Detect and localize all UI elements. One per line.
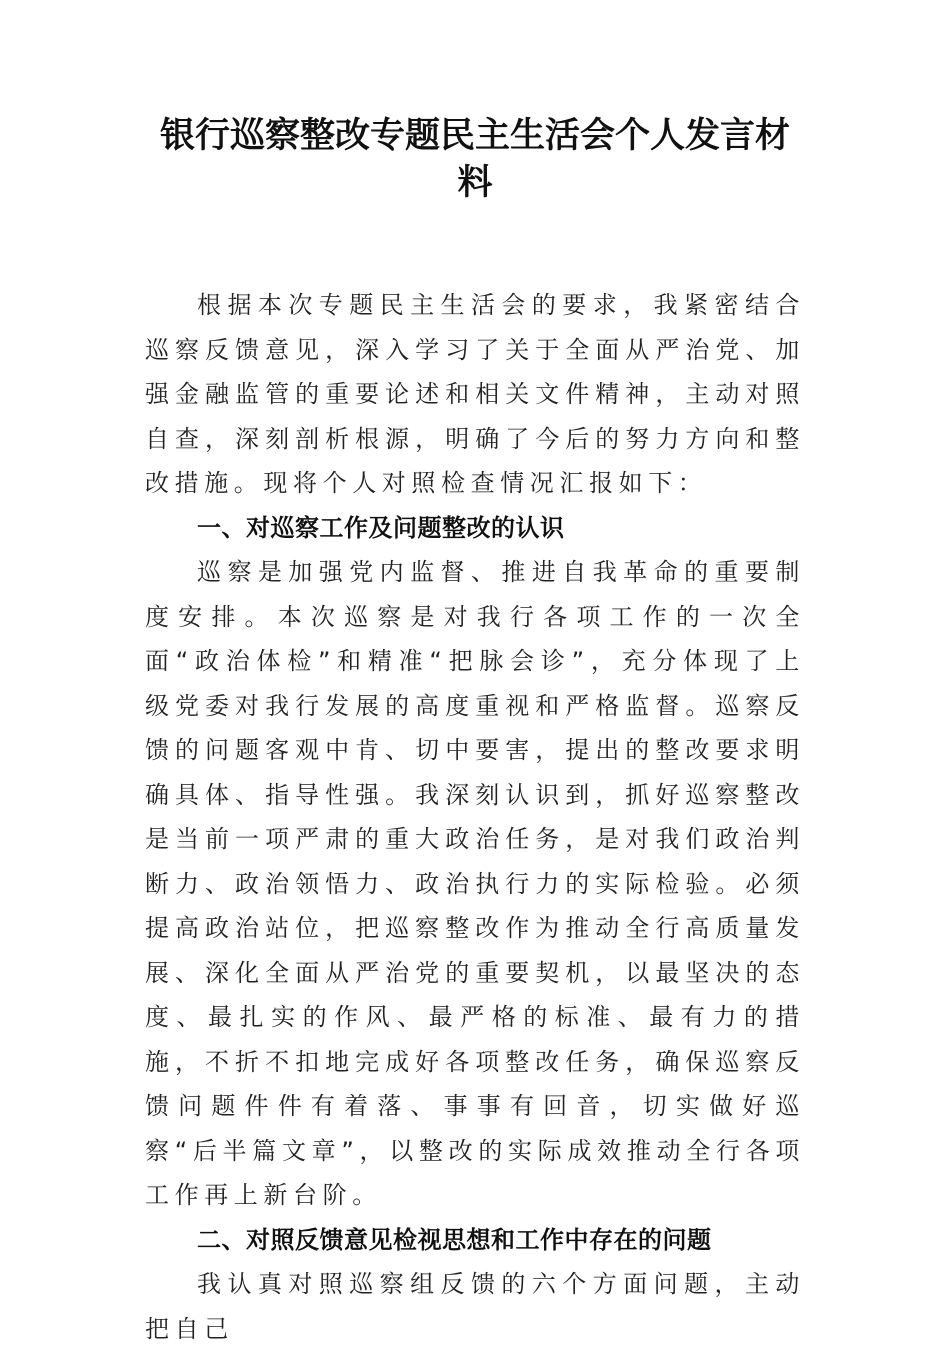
document-body bbox=[145, 283, 805, 1351]
document-title: 银行巡察整改专题民主生活会个人发言材料 bbox=[159, 115, 790, 203]
intro-paragraph: 根据本次专题民主生活会的要求，我紧密结合巡察反馈意见，深入学习了关于全面从严治党、加强金融监管的重要论述和相关文件精神，主动对照自查，深刻剖析根源，明确了今后的努力方向和整改措施。现将个人对照检查情况汇报如下： bbox=[145, 291, 805, 497]
section-2-paragraph: 我认真对照巡察组反馈的六个方面问题，主动把自己 bbox=[145, 1270, 805, 1343]
section-heading-1: 一、对巡察工作及问题整改的认识 bbox=[197, 513, 565, 542]
section-1-paragraph: 巡察是加强党内监督、推进自我革命的重要制度安排。本次巡察是对我行各项工作的一次全面“政治体检”和精准“把脉会诊”，充分体现了上级党委对我行发展的高度重视和严格监督。巡察反馈的问题客观中肯、切中要害，提出的整改要求明确具体、指导性强。我深刻认识到，抓好巡察整改是当前一项严肃的重大政治任务，是对我们政治判断力、政治领悟力、政治执行力的实际检验。必须提高政治站位，把巡察整改作为推动全行高质量发展、深化全面从严治党的重要契机，以最坚决的态度、最扎实的作风、最严格的标准、最有力的措施，不折不扣地完成好各项整改任务，确保巡察反馈问题件件有着落、事事有回音，切实做好巡察“后半篇文章”，以整改的实际成效推动全行各项工作再上新台阶。 bbox=[145, 558, 805, 1209]
section-heading-2: 二、对照反馈意见检视思想和工作中存在的问题 bbox=[197, 1225, 712, 1254]
document-page bbox=[145, 112, 805, 1351]
